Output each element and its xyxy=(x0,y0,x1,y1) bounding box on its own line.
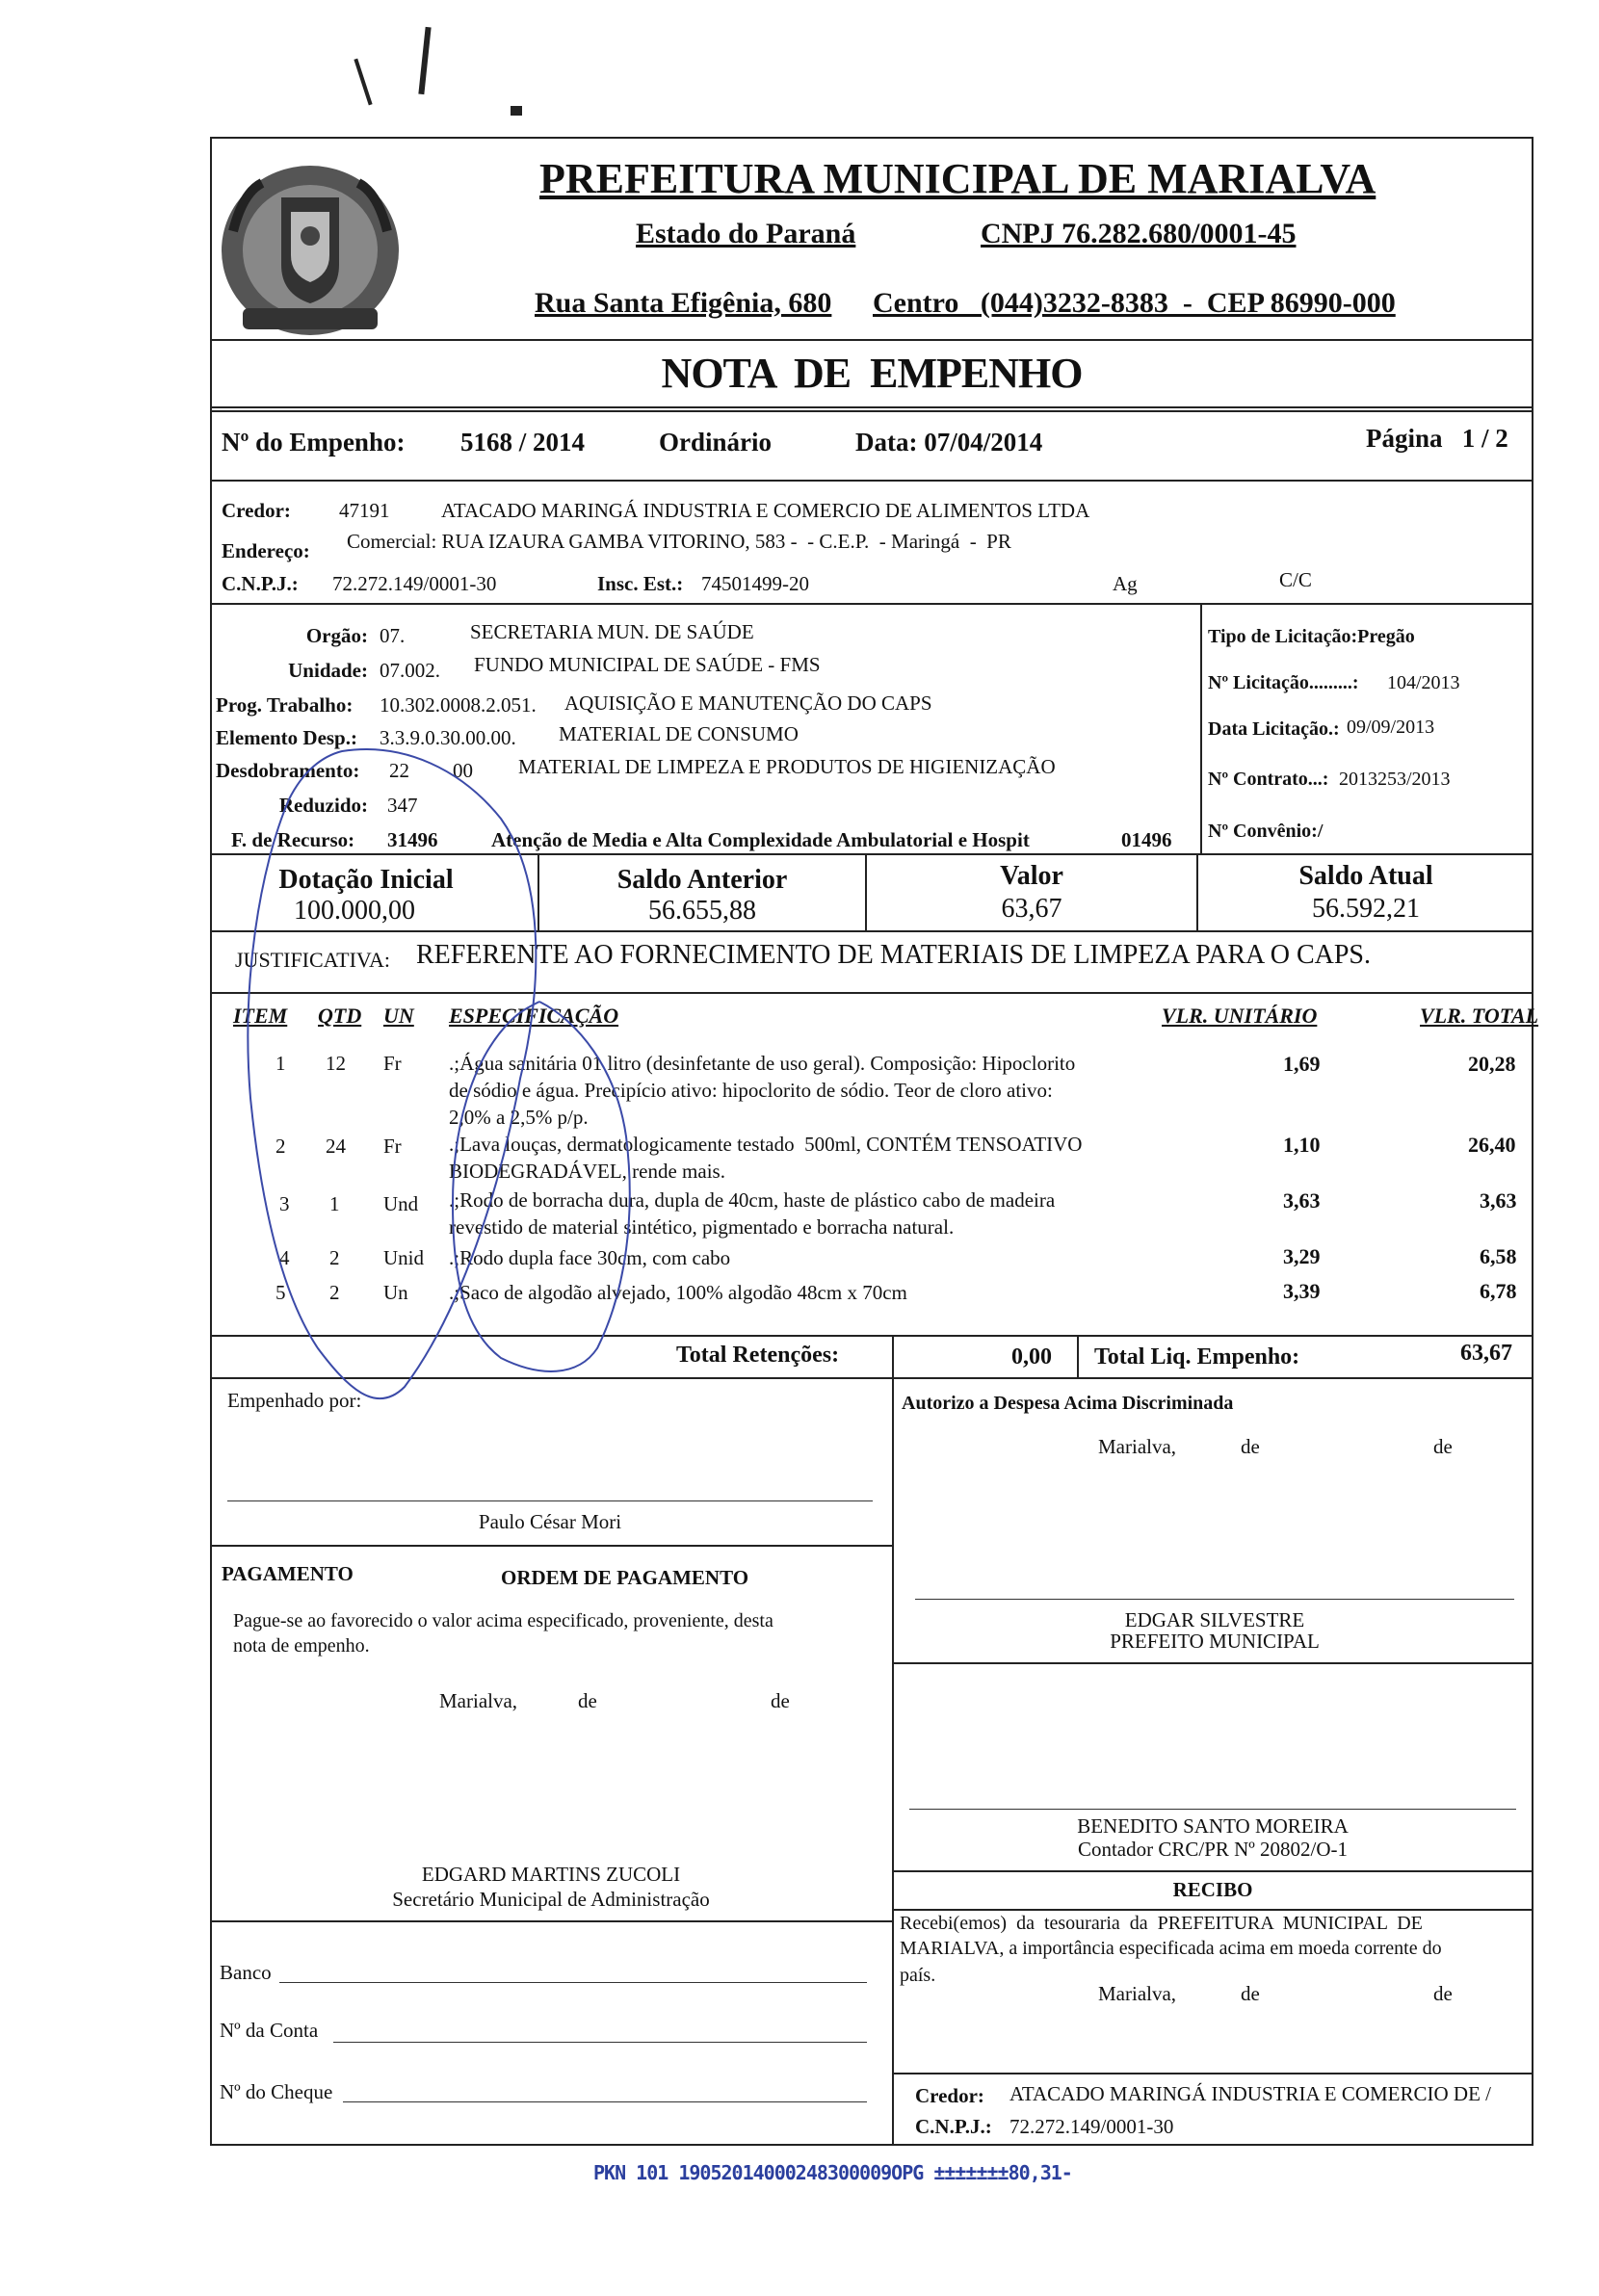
insc-est-label: Insc. Est.: xyxy=(597,572,684,595)
pagamento-text-line2: nota de empenho. xyxy=(233,1635,370,1657)
pagamento-de1: de xyxy=(578,1689,597,1712)
empenho-date: Data: 07/04/2014 xyxy=(855,428,1043,457)
contrato-value: 2013253/2013 xyxy=(1339,769,1451,790)
cnpj-label: CNPJ 76.282.680/0001-45 xyxy=(981,218,1297,249)
item-spec-line: revestido de material sintético, pigmentado e borracha natural. xyxy=(449,1215,955,1239)
recurso-name: Atenção de Media e Alta Complexidade Ambulatorial e Hospit xyxy=(491,828,1030,851)
item-total: 3,63 xyxy=(1480,1188,1517,1213)
item-un: Fr xyxy=(383,1135,402,1158)
item-qtd: 1 xyxy=(329,1192,340,1215)
unidade-name: FUNDO MUNICIPAL DE SAÚDE - FMS xyxy=(474,653,821,676)
address-rest: Centro (044)3232-8383 - CEP 86990-000 xyxy=(873,287,1396,319)
item-spec-line: 2,0% a 2,5% p/p. xyxy=(449,1106,589,1129)
empenhado-signer: Paulo César Mori xyxy=(478,1510,622,1533)
saldo-atual-value: 56.592,21 xyxy=(1312,894,1420,924)
street-label: Rua Santa Efigênia, 680 xyxy=(535,287,832,319)
recibo-credor-name: ATACADO MARINGÁ INDUSTRIA E COMERCIO DE / xyxy=(1009,2082,1491,2105)
valor-label: Valor xyxy=(1000,861,1063,891)
autorizo-de2: de xyxy=(1433,1435,1453,1458)
document-title: NOTA DE EMPENHO xyxy=(661,350,1083,397)
orgao-code: 07. xyxy=(380,624,406,647)
dotacao-inicial-label: Dotação Inicial xyxy=(278,865,454,895)
licitacao-number: 104/2013 xyxy=(1387,672,1460,693)
autorizo-title: Autorizo a Despesa Acima Discriminada xyxy=(902,1393,1234,1414)
elemento-label: Elemento Desp.: xyxy=(216,726,357,749)
recurso-label: F. de Recurso: xyxy=(231,828,355,851)
col-header-vlr-unitario: VLR. UNITÁRIO xyxy=(1162,1004,1318,1028)
administracao-signer: EDGARD MARTINS ZUCOLI xyxy=(421,1863,681,1886)
contrato-label: Nº Contrato...: xyxy=(1208,769,1329,790)
prog-code: 10.302.0008.2.051. xyxy=(380,693,537,717)
item-number: 4 xyxy=(279,1246,290,1269)
recibo-text-line3: país. xyxy=(900,1965,936,1986)
banco-label: Banco xyxy=(220,1961,272,1984)
reduzido-value: 347 xyxy=(387,794,418,817)
cheque-label: Nº do Cheque xyxy=(220,2080,333,2103)
recibo-cnpj-label: C.N.P.J.: xyxy=(915,2115,992,2138)
desdobramento-label: Desdobramento: xyxy=(216,759,360,782)
saldo-anterior-label: Saldo Anterior xyxy=(616,865,788,895)
item-qtd: 2 xyxy=(329,1281,340,1304)
autorizo-de1: de xyxy=(1241,1435,1260,1458)
item-total: 6,58 xyxy=(1480,1244,1517,1268)
municipality-title: PREFEITURA MUNICIPAL DE MARIALVA xyxy=(539,155,1376,202)
item-total: 6,78 xyxy=(1480,1279,1517,1303)
prog-label: Prog. Trabalho: xyxy=(216,693,354,717)
total-retencoes-value: 0,00 xyxy=(1011,1344,1052,1370)
item-unit-price: 1,10 xyxy=(1283,1133,1321,1157)
item-qtd: 12 xyxy=(326,1052,346,1075)
recibo-credor-label: Credor: xyxy=(915,2084,984,2107)
justificativa-text: REFERENTE AO FORNECIMENTO DE MATERIAIS DE LIMPEZA PARA O CAPS. xyxy=(416,940,1371,970)
item-un: Unid xyxy=(383,1246,424,1269)
ag-label: Ag xyxy=(1113,572,1138,595)
endereco-value: Comercial: RUA IZAURA GAMBA VITORINO, 583 - - C.E.P. - Maringá - PR xyxy=(347,530,1011,553)
orgao-label: Orgão: xyxy=(305,624,368,647)
item-spec-line: de sódio e água. Precipício ativo: hipoclorito de sódio. Teor de cloro ativo: xyxy=(449,1079,1053,1102)
desdobramento-name: MATERIAL DE LIMPEZA E PRODUTOS DE HIGIENIZAÇÃO xyxy=(518,755,1056,778)
unidade-code: 07.002. xyxy=(380,659,440,682)
recibo-de2: de xyxy=(1433,1982,1453,2005)
elemento-name: MATERIAL DE CONSUMO xyxy=(559,722,799,745)
autorizo-city: Marialva, xyxy=(1098,1435,1177,1458)
licitacao-number-label: Nº Licitação.........: xyxy=(1208,672,1359,693)
saldo-anterior-value: 56.655,88 xyxy=(648,896,756,926)
col-header-item: ITEM xyxy=(233,1004,288,1028)
empenho-number-label: Nº do Empenho: xyxy=(222,428,406,457)
ordem-pagamento-label: ORDEM DE PAGAMENTO xyxy=(501,1566,749,1589)
valor-value: 63,67 xyxy=(1001,894,1062,924)
credor-cnpj: 72.272.149/0001-30 xyxy=(332,572,497,595)
credor-code: 47191 xyxy=(339,499,390,522)
item-spec-line: .;Rodo de borracha dura, dupla de 40cm, haste de plástico cabo de madeira xyxy=(449,1188,1056,1212)
item-spec-line: .;Água sanitária 01 litro (desinfetante de uso geral). Composição: Hipoclorito xyxy=(449,1052,1076,1075)
orgao-name: SECRETARIA MUN. DE SAÚDE xyxy=(470,620,754,643)
item-number: 5 xyxy=(275,1281,286,1304)
conta-label: Nº da Conta xyxy=(220,2019,319,2042)
item-unit-price: 3,39 xyxy=(1283,1279,1321,1303)
item-spec-line: .;Saco de algodão alvejado, 100% algodão 48cm x 70cm xyxy=(449,1281,907,1304)
state-label: Estado do Paraná xyxy=(636,218,856,249)
saldo-atual-label: Saldo Atual xyxy=(1298,861,1433,891)
endereco-label: Endereço: xyxy=(222,539,310,562)
item-qtd: 2 xyxy=(329,1246,340,1269)
total-liquido-label: Total Liq. Empenho: xyxy=(1094,1344,1300,1370)
item-total: 20,28 xyxy=(1468,1052,1516,1076)
administracao-role: Secretário Municipal de Administração xyxy=(392,1888,710,1911)
item-unit-price: 3,29 xyxy=(1283,1244,1321,1268)
credor-name: ATACADO MARINGÁ INDUSTRIA E COMERCIO DE ALIMENTOS LTDA xyxy=(441,499,1090,522)
licitacao-date-label: Data Licitação.: xyxy=(1208,718,1340,740)
pagamento-text-line1: Pague-se ao favorecido o valor acima especificado, proveniente, desta xyxy=(233,1610,773,1631)
item-total: 26,40 xyxy=(1468,1133,1516,1157)
item-number: 3 xyxy=(279,1192,290,1215)
dotacao-inicial-value: 100.000,00 xyxy=(294,896,415,926)
tipo-licitacao: Tipo de Licitação:Pregão xyxy=(1208,626,1415,647)
unidade-label: Unidade: xyxy=(288,659,368,682)
prog-name: AQUISIÇÃO E MANUTENÇÃO DO CAPS xyxy=(564,691,932,715)
insc-est: 74501499-20 xyxy=(701,572,809,595)
desdobramento-sub: 00 xyxy=(453,759,473,782)
item-spec-line: .;Lava louças, dermatologicamente testado 500ml, CONTÉM TENSOATIVO xyxy=(449,1133,1083,1156)
justificativa-label: JUSTIFICATIVA: xyxy=(235,948,390,972)
licitacao-date: 09/09/2013 xyxy=(1347,717,1435,738)
reduzido-label: Reduzido: xyxy=(278,794,368,817)
prefeito-role: PREFEITO MUNICIPAL xyxy=(1110,1630,1320,1653)
page-number: Página 1 / 2 xyxy=(1366,424,1508,453)
item-unit-price: 3,63 xyxy=(1283,1188,1321,1213)
desdobramento-code: 22 xyxy=(389,759,409,782)
empenho-number: 5168 / 2014 xyxy=(460,428,586,457)
pagamento-label: PAGAMENTO xyxy=(222,1562,354,1585)
pagamento-de2: de xyxy=(771,1689,790,1712)
empenho-type: Ordinário xyxy=(659,428,773,457)
col-header-qtd: QTD xyxy=(318,1004,362,1028)
elemento-code: 3.3.9.0.30.00.00. xyxy=(380,726,516,749)
pagamento-city: Marialva, xyxy=(439,1689,518,1712)
empenhado-label: Empenhado por: xyxy=(227,1389,362,1412)
contador-name: BENEDITO SANTO MOREIRA xyxy=(1077,1814,1349,1838)
credor-label: Credor: xyxy=(222,499,291,522)
col-header-vlr-total: VLR. TOTAL xyxy=(1420,1004,1539,1028)
item-un: Un xyxy=(383,1281,408,1304)
total-liquido-value: 63,67 xyxy=(1460,1341,1512,1366)
col-header-un: UN xyxy=(383,1004,414,1028)
item-spec-line: BIODEGRADÁVEL, rende mais. xyxy=(449,1160,725,1183)
contador-crc: Contador CRC/PR Nº 20802/O-1 xyxy=(1077,1838,1349,1861)
prefeito-name: EDGAR SILVESTRE xyxy=(1124,1608,1305,1631)
recibo-city: Marialva, xyxy=(1098,1982,1177,2005)
item-un: Und xyxy=(383,1192,419,1215)
recibo-text-line1: Recebi(emos) da tesouraria da PREFEITURA MUNICIPAL DE xyxy=(900,1913,1423,1934)
item-spec-line: .;Rodo dupla face 30cm, com cabo xyxy=(449,1246,731,1269)
item-unit-price: 1,69 xyxy=(1283,1052,1321,1076)
cc-label: C/C xyxy=(1279,568,1312,591)
item-number: 1 xyxy=(275,1052,286,1075)
item-qtd: 24 xyxy=(326,1135,346,1158)
total-retencoes-label: Total Retenções: xyxy=(676,1343,840,1368)
item-number: 2 xyxy=(275,1135,286,1158)
recurso-code: 31496 xyxy=(387,828,438,851)
recibo-text-line2: MARIALVA, a importância especificada acima em moeda corrente do xyxy=(900,1938,1442,1959)
recibo-title: RECIBO xyxy=(1172,1878,1253,1901)
credor-cnpj-label: C.N.P.J.: xyxy=(222,572,299,595)
convenio-label: Nº Convênio:/ xyxy=(1208,821,1324,842)
recurso-number: 01496 xyxy=(1121,828,1172,851)
footer-barcode-text: PKN 101 19052014000248300009OPG ±±±±±±±80,31- xyxy=(593,2161,1072,2184)
recibo-cnpj: 72.272.149/0001-30 xyxy=(1009,2115,1174,2138)
recibo-de1: de xyxy=(1241,1982,1260,2005)
item-un: Fr xyxy=(383,1052,402,1075)
col-header-especificacao: ESPECIFICAÇÃO xyxy=(449,1004,619,1028)
